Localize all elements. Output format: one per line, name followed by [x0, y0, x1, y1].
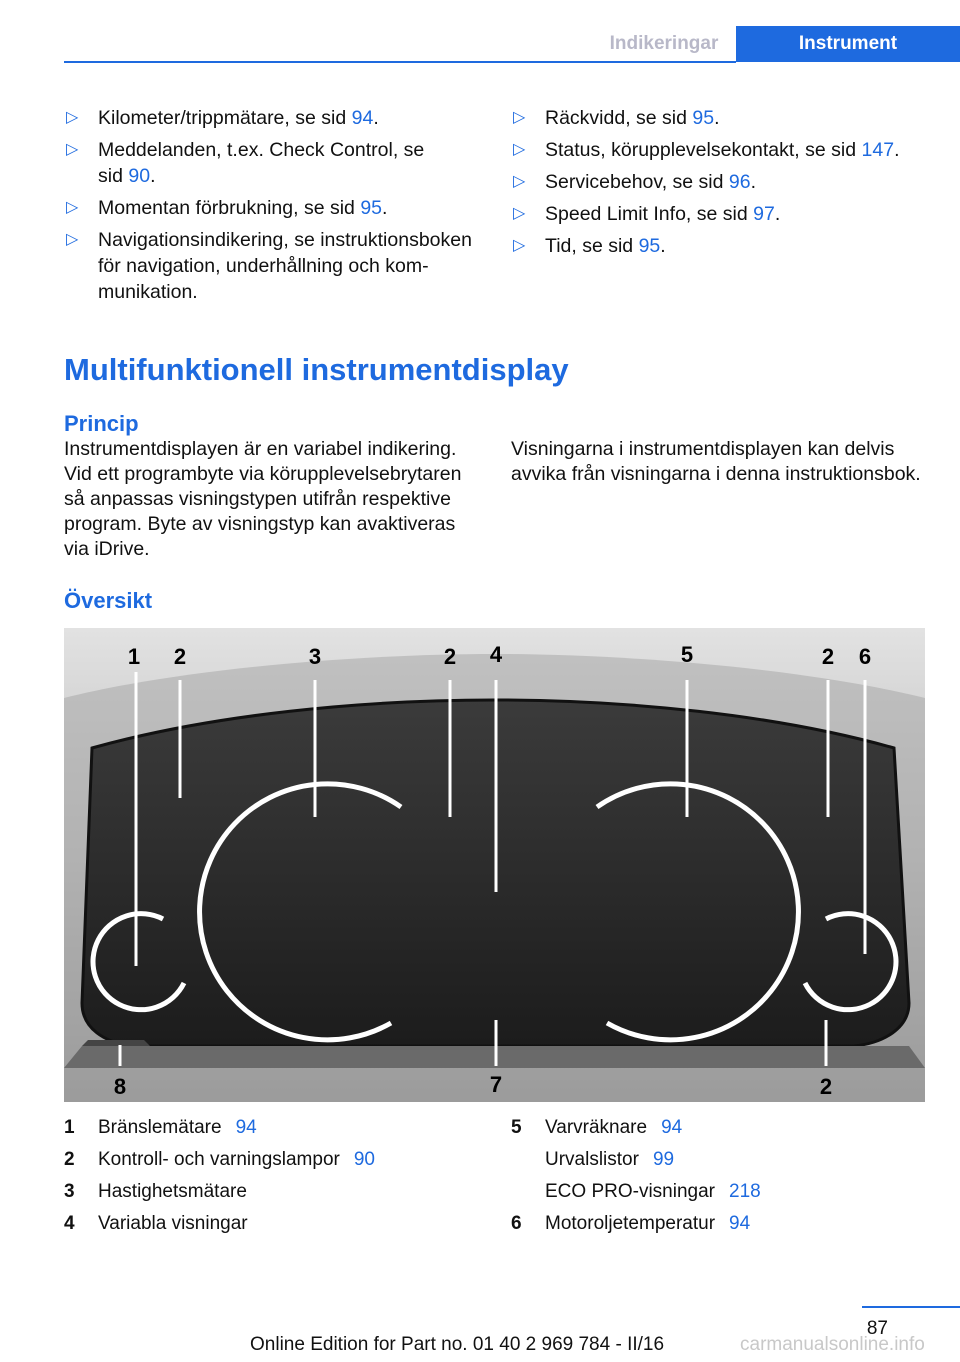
page-link[interactable]: 90 [353, 1149, 375, 1170]
page-header [0, 26, 960, 62]
triangle-bullet-icon: ▷ [66, 141, 79, 158]
callout-number: 5 [680, 642, 694, 667]
legend-item: ECO PRO-visningar 218 [545, 1181, 761, 1202]
list-item: ▷ Status, körupplevelsekontakt, se sid 147. [513, 139, 900, 161]
page-link[interactable]: 95 [692, 107, 715, 129]
callout-number: 2 [819, 1074, 833, 1099]
list-item: ▷ Speed Limit Info, se sid 97. [513, 203, 781, 225]
legend-item: Urvalslistor 99 [545, 1149, 675, 1170]
legend-left [64, 1112, 484, 1240]
legend-right [511, 1112, 931, 1240]
bullet-text: Speed Limit Info, se sid [545, 203, 754, 225]
list-item: ▷ Momentan förbrukning, se sid 95. [66, 197, 388, 219]
triangle-bullet-icon: ▷ [66, 109, 79, 126]
triangle-bullet-icon: ▷ [513, 109, 526, 126]
list-item: ▷ Servicebehov, se sid 96. [513, 171, 757, 193]
callout-number: 1 [127, 644, 141, 669]
left-bullet-list [64, 105, 484, 311]
page-link[interactable]: 147 [861, 139, 895, 161]
legend-item: 2 Kontroll- och varningslampor 90 [64, 1149, 375, 1170]
edition-text: Online Edition for Part no. 01 40 2 969 784 - II/16 [250, 1334, 665, 1355]
header-tab-instrument: Instrument [736, 26, 960, 62]
callout-number: 4 [489, 642, 503, 667]
list-item: ▷ Meddelanden, t.ex. Check Control, se sid 90. [66, 139, 425, 187]
bullet-text: Status, körupplevelsekontakt, se sid [545, 139, 862, 161]
page-link[interactable]: 99 [652, 1149, 675, 1170]
bullet-text: Meddelanden, t.ex. Check Control, se sid [98, 139, 425, 187]
callout-number: 3 [308, 644, 322, 669]
triangle-bullet-icon: ▷ [513, 237, 526, 254]
principle-text-left: Instrumentdisplayen är en variabel indikering. Vid ett programbyte via körupplevelsebrytaren så anpassas visningstypen utifrån respektive program. Byte av visningstyp kan avaktiveras via iDrive. [64, 438, 462, 560]
list-item: ▷ Kilometer/trippmätare, se sid 94. [66, 107, 379, 129]
bullet-text: Servicebehov, se sid [545, 171, 729, 193]
bullet-text: Tid, se sid [545, 235, 639, 257]
page-link[interactable]: 218 [729, 1181, 761, 1202]
triangle-bullet-icon: ▷ [513, 205, 526, 222]
page-link[interactable]: 94 [729, 1213, 751, 1234]
watermark: carmanualsonline.info [740, 1334, 925, 1355]
callout-number: 6 [858, 644, 872, 669]
callout-number: 8 [113, 1074, 127, 1099]
legend-item: 1 Bränslemätare 94 [64, 1117, 257, 1138]
bullet-text: Räckvidd, se sid [545, 107, 693, 129]
principle-heading: Princip [64, 411, 139, 436]
header-tab-indicators: Indikeringar [609, 33, 719, 54]
page-link[interactable]: 94 [351, 107, 374, 129]
triangle-bullet-icon: ▷ [513, 141, 526, 158]
page-link[interactable]: 94 [661, 1117, 683, 1138]
page-link[interactable]: 95 [638, 235, 661, 257]
footer-divider [862, 1306, 960, 1308]
legend-item: 6 Motoroljetemperatur 94 [511, 1213, 751, 1234]
triangle-bullet-icon: ▷ [66, 199, 79, 216]
page-link[interactable]: 96 [728, 171, 751, 193]
callout-number: 7 [489, 1072, 503, 1097]
overview-heading: Översikt [64, 588, 153, 613]
page-number: 87 [866, 1318, 888, 1339]
page-link[interactable]: 95 [360, 197, 383, 219]
callout-number: 2 [821, 644, 835, 669]
page-link[interactable]: 97 [753, 203, 775, 225]
legend-item: 5 Varvräknare 94 [511, 1117, 683, 1138]
bullet-text: Kilometer/trippmätare, se sid [98, 107, 352, 129]
list-item: ▷ Räckvidd, se sid 95. [513, 107, 720, 129]
list-item: ▷ Tid, se sid 95. [513, 235, 666, 257]
legend-item: 3 Hastighetsmätare [64, 1181, 247, 1202]
header-divider [64, 61, 736, 63]
callout-number: 2 [443, 644, 457, 669]
section-title: Multifunktionell instrumentdisplay [64, 352, 569, 387]
callout-number: 2 [173, 644, 187, 669]
bullet-text: Navigationsindikering, se instruktionsboken för navigation, underhållning och kommunikation. [98, 229, 472, 303]
legend-item: 4 Variabla visningar [64, 1213, 248, 1234]
page-link[interactable]: 94 [235, 1117, 257, 1138]
list-item [64, 227, 476, 305]
page-link[interactable]: 90 [128, 165, 151, 187]
instrument-cluster-illustration [64, 628, 925, 1102]
triangle-bullet-icon: ▷ [513, 173, 526, 190]
principle-text-right: Visningarna i instrumentdisplayen kan delvis avvika från visningarna i denna instruktionsbok. [511, 438, 921, 485]
right-bullet-list [511, 105, 931, 265]
triangle-bullet-icon: ▷ [66, 231, 79, 248]
bullet-text: Momentan förbrukning, se sid [98, 197, 361, 219]
